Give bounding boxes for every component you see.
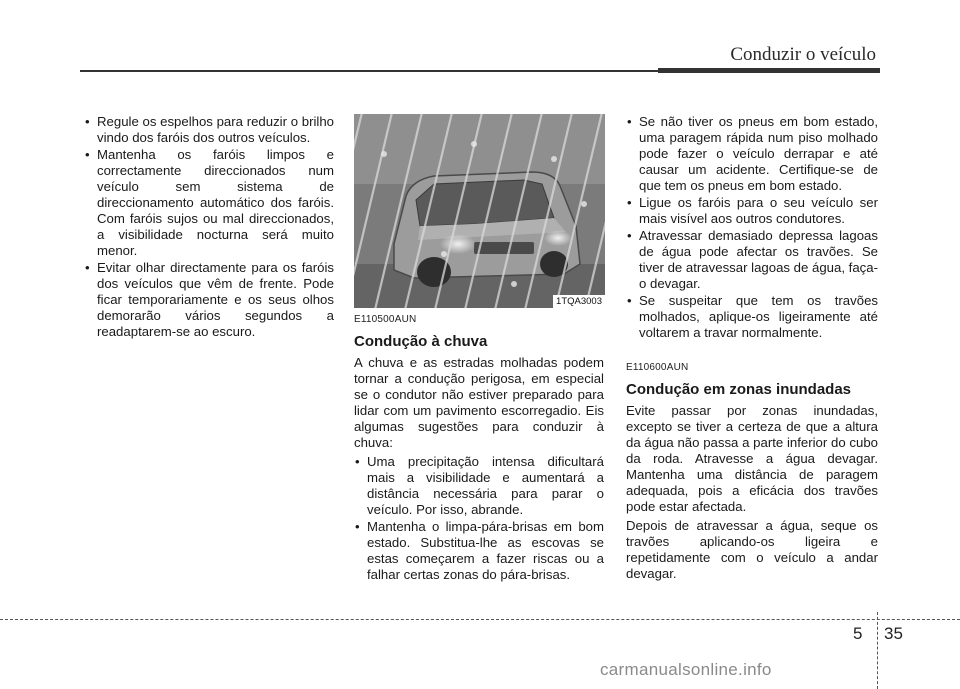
rain-car-illustration [354, 114, 605, 308]
image-reference-label: 1TQA3003 [553, 295, 605, 308]
wet-road-tips-list [626, 114, 878, 341]
header-rule-accent [658, 68, 880, 73]
rain-tips-list [354, 454, 604, 583]
footer-page-divider [877, 612, 878, 689]
section-code: E110500AUN [354, 314, 417, 325]
flood-paragraph-1: Evite passar por zonas inundadas, excepto se tiver a certeza de que a altura da água não passa a parte inferior do cubo da roda. Atravesse a água devagar. Mantenha uma distância de paragem adequada, pois a eficácia dos travões pode estar afectada. [626, 403, 878, 514]
watermark: carmanualsonline.info [600, 660, 772, 679]
list-item: • Mantenha os faróis limpos e correctamente direccionados num veículo sem sistema de direccionamento automático dos faróis. Com faróis sujos ou mal direccionados, a visibilidade nocturna será muito menor. [84, 147, 334, 259]
page-number: 35 [884, 624, 903, 643]
headlight-tips-list [84, 114, 334, 340]
section-code: E110600AUN [626, 362, 689, 373]
column-left [84, 114, 334, 341]
section-heading-flood: Condução em zonas inundadas [626, 381, 852, 398]
list-item: • Atravessar demasiado depressa lagoas de água pode afectar os travões. Se tiver de atravessar lagoas de água, faça-o devagar. [626, 228, 878, 292]
column-right [626, 114, 878, 585]
section-number: 5 [853, 624, 863, 643]
section-heading-rain: Condução à chuva [354, 333, 488, 350]
running-header-title: Conduzir o veículo [730, 44, 876, 65]
list-item: • Se suspeitar que tem os travões molhados, aplique-os ligeiramente até voltarem a travar normalmente. [626, 293, 878, 341]
list-item: • Mantenha o limpa-pára-brisas em bom estado. Substitua-lhe as escovas se estas começarem a fazer riscas ou a falhar certas zonas do pára-brisas. [354, 519, 604, 583]
car-in-rain-icon [354, 114, 605, 308]
list-item: • Regule os espelhos para reduzir o brilho vindo dos faróis dos outros veículos. [84, 114, 334, 146]
list-item: • Ligue os faróis para o seu veículo ser mais visível aos outros condutores. [626, 195, 878, 227]
footer-divider [0, 619, 960, 620]
list-item: • Evitar olhar directamente para os faróis dos veículos que vêm de frente. Pode ficar temporariamente e os seus olhos demorarão vários segundos a readaptarem-se ao escuro. [84, 260, 334, 340]
column-middle [354, 312, 604, 584]
flood-paragraph-2: Depois de atravessar a água, seque os travões aplicando-os ligeira e repetidamente com o veículo a andar devagar. [626, 518, 878, 581]
list-item: • Se não tiver os pneus em bom estado, uma paragem rápida num piso molhado pode fazer o veículo derrapar e até causar um acidente. Certifique-se de que tem os pneus em bom estado. [626, 114, 878, 194]
list-item: • Uma precipitação intensa dificultará mais a visibilidade e aumentará a distância necessária para parar o veículo. Por isso, abrande. [354, 454, 604, 518]
rain-intro-paragraph: A chuva e as estradas molhadas podem tornar a condução perigosa, em especial se o condutor não estiver preparado para lidar com um pavimento escorregadio. Eis algumas sugestões para conduzir à chuva: [354, 355, 604, 450]
